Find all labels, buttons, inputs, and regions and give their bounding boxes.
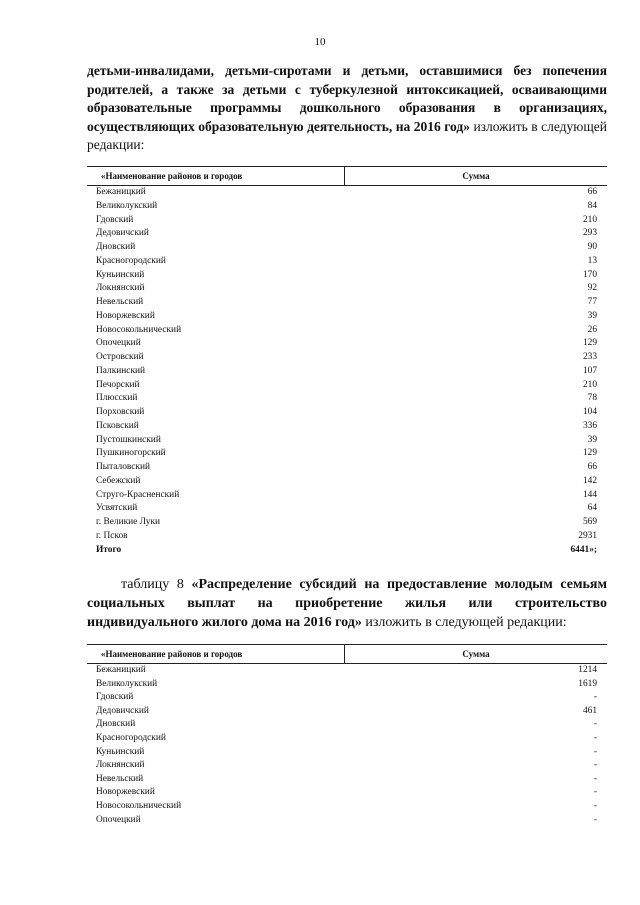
district-name: Невельский <box>96 773 144 784</box>
table-row <box>87 746 607 760</box>
table-row <box>87 516 607 530</box>
district-sum: 129 <box>582 338 597 349</box>
table-total-row <box>87 544 607 558</box>
district-name: Печорский <box>96 379 140 390</box>
district-sum: 78 <box>587 393 597 404</box>
district-sum: 77 <box>587 297 597 307</box>
district-name: Новоржевский <box>96 310 155 321</box>
district-name: Пушкиногорский <box>96 448 166 459</box>
district-sum: 2931 <box>578 530 597 541</box>
table-row <box>87 800 607 814</box>
table-row <box>87 691 607 705</box>
table-row <box>87 406 607 420</box>
intro-normal-text: изложить в следующей редакции: <box>87 118 607 152</box>
table-row <box>87 773 607 787</box>
district-name: Локнянский <box>96 283 145 294</box>
district-sum: 210 <box>582 214 597 225</box>
district-name: Дновский <box>96 242 136 252</box>
table-row <box>87 310 607 324</box>
district-name: Островский <box>96 352 144 362</box>
table-row <box>87 759 607 773</box>
district-name: Новосокольнический <box>96 324 182 335</box>
district-name: Бежаницкий <box>96 665 146 675</box>
header-name-column: «Наименование районов и городов <box>87 167 345 185</box>
district-sum: - <box>593 814 597 825</box>
district-name: Дновский <box>96 719 136 730</box>
district-sum: 1214 <box>578 665 597 675</box>
district-name: Порховский <box>96 407 145 417</box>
table-row <box>87 214 607 228</box>
table-row <box>87 241 607 255</box>
district-name: г. Великие Луки <box>96 517 161 527</box>
table-row <box>87 434 607 448</box>
table-header <box>87 166 607 186</box>
table-row <box>87 379 607 393</box>
district-name: Гдовский <box>96 692 134 703</box>
district-name: Гдовский <box>96 214 134 225</box>
table-row <box>87 296 607 310</box>
district-sum: 233 <box>582 352 597 362</box>
district-sum: 170 <box>582 269 597 280</box>
district-sum: 84 <box>587 200 597 211</box>
district-sum: 66 <box>587 462 597 472</box>
table-row <box>87 392 607 406</box>
second-paragraph <box>87 575 607 632</box>
district-sum: - <box>593 746 597 757</box>
table-row <box>87 786 607 800</box>
table-row <box>87 420 607 434</box>
table-row <box>87 269 607 283</box>
district-sum: 26 <box>587 324 597 335</box>
district-sum: - <box>593 773 597 784</box>
second-normal-text: изложить в следующей редакции: <box>361 615 567 630</box>
table-row <box>87 337 607 351</box>
table-row <box>87 365 607 379</box>
district-sum: 39 <box>587 434 597 445</box>
district-name: Опочецкий <box>96 814 141 825</box>
district-name: Палкинский <box>96 365 146 376</box>
district-sum: 92 <box>587 283 597 294</box>
table-row <box>87 718 607 732</box>
table-row <box>87 282 607 296</box>
page-number: 10 <box>314 36 326 48</box>
table-header <box>87 644 607 664</box>
table-row <box>87 664 607 678</box>
table-subsidies <box>87 644 607 827</box>
intro-bold-text: детьми-инвалидами, детьми-сиротами и детьми, оставшимися без попечения родителей, а также за детьми с туберкулезной интоксикацией, осваивающими образовательные программы дошкольного образования в организациях, осуществляющих образовательную деятельность, на 2016 год» <box>87 63 607 134</box>
table-row <box>87 227 607 241</box>
district-sum: - <box>593 800 597 811</box>
district-name: Великолукский <box>96 200 158 211</box>
district-sum: - <box>593 692 597 703</box>
district-sum: 142 <box>582 475 597 486</box>
district-sum: 90 <box>587 242 597 252</box>
table-districts-sums <box>87 166 607 557</box>
district-sum: 64 <box>587 503 597 514</box>
table-row <box>87 530 607 544</box>
district-name: Красногородский <box>96 732 166 743</box>
table-row <box>87 814 607 828</box>
district-name: Красногородский <box>96 255 166 266</box>
district-sum: 66 <box>587 187 597 197</box>
district-sum: 13 <box>587 255 597 266</box>
district-sum: 129 <box>582 448 597 459</box>
table-body <box>87 664 607 827</box>
table-body <box>87 186 607 544</box>
district-sum: 293 <box>582 228 597 239</box>
district-name: г. Псков <box>96 530 128 541</box>
district-name: Новоржевский <box>96 787 155 798</box>
district-name: Опочецкий <box>96 338 141 349</box>
district-name: Дедовичский <box>96 228 149 239</box>
district-sum: 39 <box>587 310 597 321</box>
header-sum-column: Сумма <box>462 649 490 659</box>
district-sum: 210 <box>582 379 597 390</box>
district-name: Пыталовский <box>96 462 151 472</box>
district-sum: 1619 <box>578 678 597 689</box>
district-name: Невельский <box>96 297 144 307</box>
header-sum-column: Сумма <box>462 171 490 181</box>
district-sum: 569 <box>582 517 597 527</box>
second-bold-text: «Распределение субсидий на предоставление молодым семьям социальных выплат на приобретение жилья или строительство индивидуального жилого дома на 2016 год» <box>87 577 607 630</box>
district-name: Великолукский <box>96 678 158 689</box>
table-row <box>87 447 607 461</box>
table-row <box>87 351 607 365</box>
second-lead-text: таблицу 8 <box>121 577 192 592</box>
total-label: Итого <box>96 544 122 555</box>
district-sum: - <box>593 719 597 730</box>
table-row <box>87 732 607 746</box>
district-name: Куньинский <box>96 269 145 280</box>
district-name: Пустошкинский <box>96 434 161 445</box>
table-row <box>87 461 607 475</box>
district-sum: 336 <box>582 420 597 431</box>
table-row <box>87 186 607 200</box>
district-name: Псковский <box>96 420 139 431</box>
district-sum: - <box>593 760 597 771</box>
table-row <box>87 502 607 516</box>
table-row <box>87 489 607 503</box>
intro-paragraph <box>87 62 607 155</box>
header-name-column: «Наименование районов и городов <box>87 645 345 663</box>
district-name: Куньинский <box>96 746 145 757</box>
total-value: 6441»; <box>570 544 597 555</box>
district-name: Локнянский <box>96 760 145 771</box>
table-row <box>87 324 607 338</box>
district-name: Себежский <box>96 475 141 486</box>
table-row <box>87 200 607 214</box>
district-name: Новосокольнический <box>96 800 182 811</box>
district-name: Дедовичский <box>96 705 149 716</box>
district-name: Плюсский <box>96 393 138 404</box>
district-sum: 104 <box>582 407 597 417</box>
table-row <box>87 705 607 719</box>
district-sum: 107 <box>582 365 597 376</box>
district-sum: - <box>593 732 597 743</box>
district-sum: - <box>593 787 597 798</box>
district-sum: 461 <box>582 705 597 716</box>
district-name: Бежаницкий <box>96 187 146 197</box>
table-row <box>87 475 607 489</box>
table-row <box>87 255 607 269</box>
district-name: Струго-Красненский <box>96 489 180 500</box>
district-name: Усвятский <box>96 503 138 514</box>
district-sum: 144 <box>582 489 597 500</box>
table-row <box>87 678 607 692</box>
